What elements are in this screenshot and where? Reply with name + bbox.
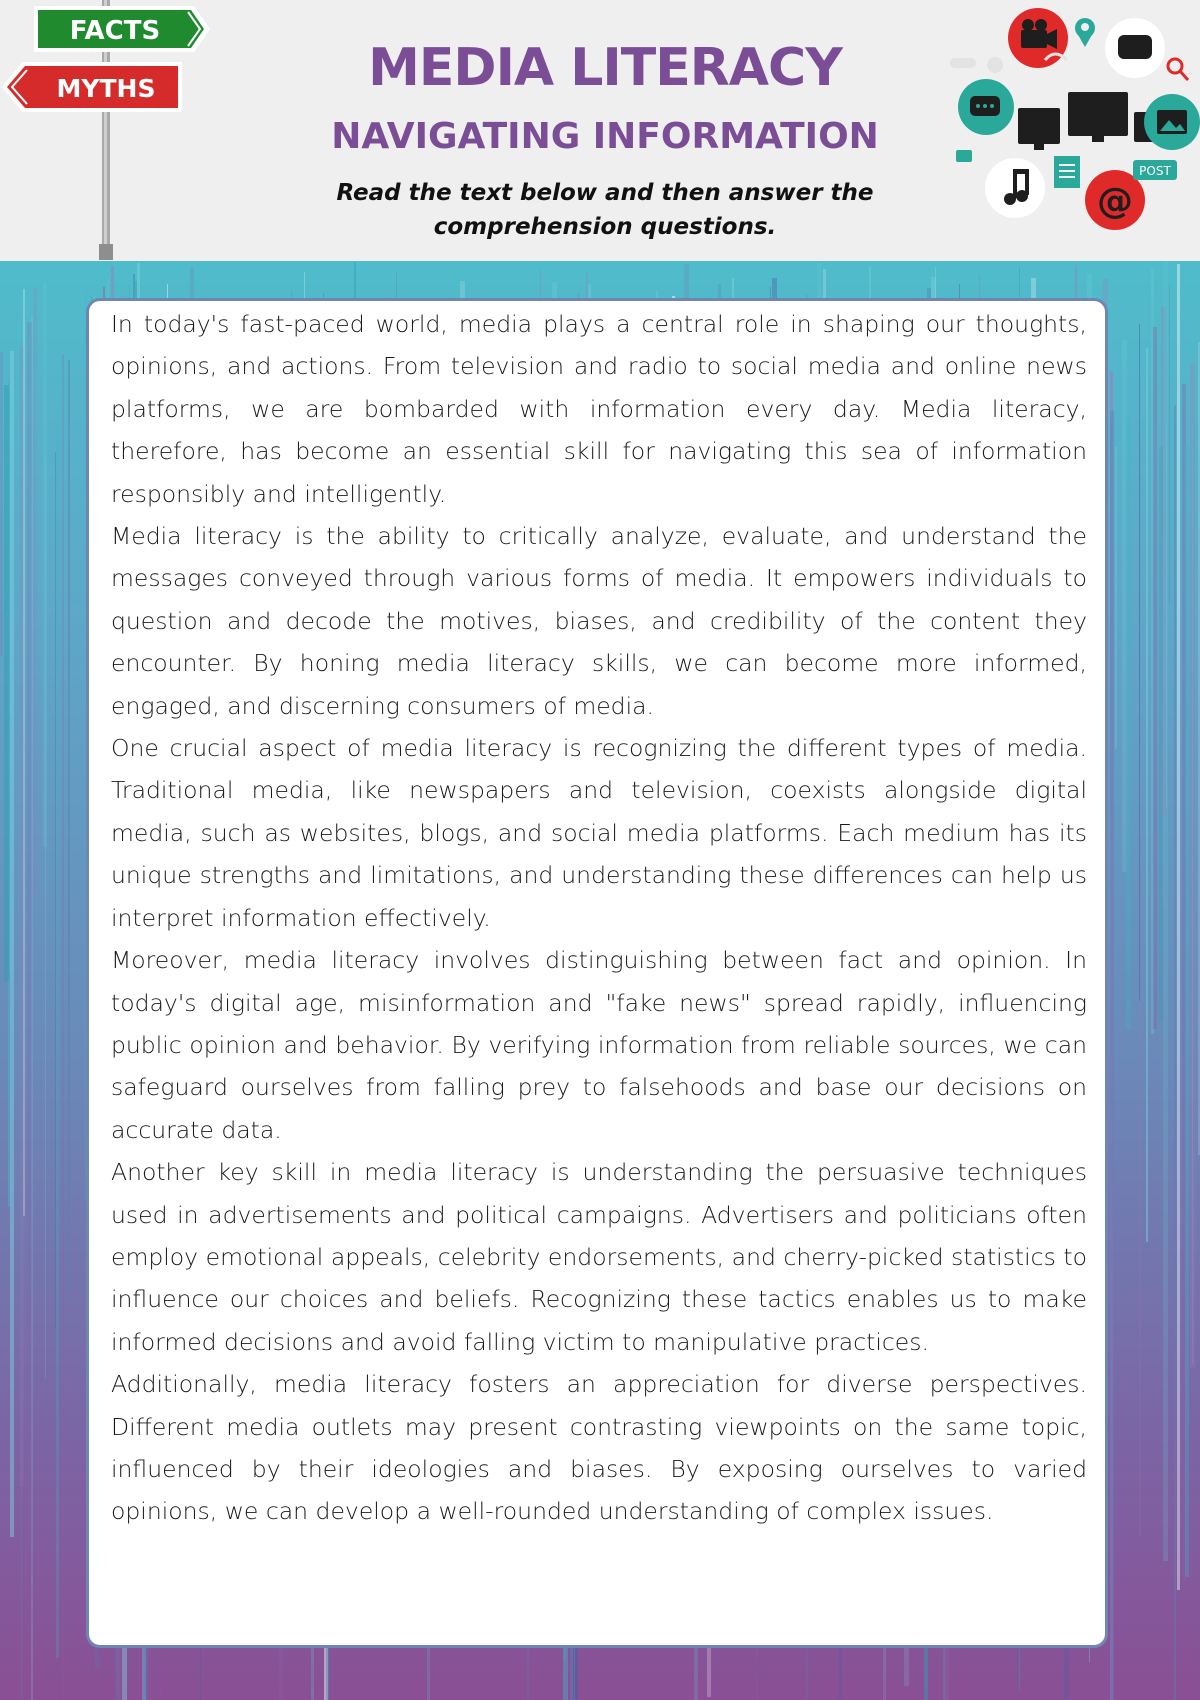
- video-camera-icon: [1008, 8, 1068, 68]
- sign-myths-label: MYTHS: [56, 74, 156, 103]
- location-pin-icon: [1075, 18, 1095, 47]
- signpost-icon: [0, 0, 220, 261]
- page-subtitle: NAVIGATING INFORMATION: [331, 116, 879, 157]
- background-streak: [0, 352, 3, 656]
- background-streak: [1126, 416, 1131, 1030]
- media-icons-cluster: [950, 0, 1200, 230]
- background-streak: [27, 322, 32, 1542]
- background-streak: [1162, 374, 1163, 896]
- background-streak: [62, 354, 64, 1700]
- background-streak: [1163, 261, 1168, 1561]
- background-streak: [1153, 327, 1157, 1029]
- background-streak: [4, 385, 9, 982]
- background-streak: [21, 319, 22, 1700]
- speech-bubble-icon: [958, 79, 1014, 135]
- reading-passage: [111, 303, 1087, 1533]
- post-badge-label: POST: [1139, 164, 1171, 178]
- background-streak: [23, 289, 25, 1216]
- music-note-icon: [985, 158, 1045, 218]
- svg-text:@: @: [1097, 181, 1133, 222]
- background-streak: [10, 351, 14, 1537]
- search-icon: [1168, 59, 1188, 80]
- chat-bubble-icon: [1105, 18, 1165, 78]
- background-streak: [56, 425, 59, 1658]
- paragraph: In today's fast-paced world, media plays a central role in shaping our thoughts, opinions, and actions. From television and radio to social media and online news platforms, we are bombarded with information every day. Media literacy, therefore, has become an essential skill for navigating this sea of information responsibly and intelligently.: [111, 310, 1087, 508]
- background-streak: [1169, 285, 1170, 603]
- document-icon: [1054, 156, 1080, 188]
- background-streak: [1174, 405, 1176, 1700]
- background-streak: [45, 457, 46, 1378]
- background-streak: [1139, 324, 1140, 1001]
- paragraph: Additionally, media literacy fosters an appreciation for diverse perspectives. Different media outlets may present contrasting viewpoints on the same topic, influenced by their ideologies and biases. By exposing ourselves to varied opinions, we can develop a well-rounded understanding of complex issues.: [111, 1370, 1087, 1526]
- background-streak: [1185, 444, 1189, 1577]
- background-streak: [68, 360, 70, 1299]
- background-streak: [1146, 348, 1148, 1242]
- background-streak: [1177, 264, 1180, 1590]
- desktop-computer-icon: [1018, 92, 1158, 150]
- reading-passage-card: [86, 298, 1108, 1648]
- background-streak: [1110, 411, 1114, 1700]
- background-streak: [55, 452, 56, 1328]
- background-streak: [1192, 423, 1193, 1364]
- image-icon: [1144, 94, 1200, 150]
- instructions-text: Read the text below and then answer the comprehension questions.: [336, 180, 874, 240]
- paragraph: Media literacy is the ability to critically analyze, evaluate, and understand the messages conveyed through various forms of media. It empowers individuals to question and decode the motives, biases, and credibility of the content they encounter. By honing media literacy skills, we can become more informed, engaged, and discerning consumers of media.: [111, 522, 1087, 720]
- paragraph: One crucial aspect of media literacy is recognizing the different types of media. Traditional media, like newspapers and television, coexists alongside digital media, such as websites, blogs, and social media platforms. Each medium has its unique strengths and limitations, and understanding these differences can help us interpret information effectively.: [111, 734, 1087, 932]
- paragraph: Another key skill in media literacy is understanding the persuasive techniques used in advertisements and political campaigns. Advertisers and politicians often employ emotional appeals, celebrity endorsements, and cherry-picked statistics to influence our choices and beliefs. Recognizing these tactics enables us to make informed decisions and avoid falling victim to manipulative practices.: [111, 1158, 1087, 1356]
- cart-icon: [956, 150, 972, 162]
- page-title: MEDIA LITERACY: [368, 38, 842, 98]
- background-streak: [1115, 447, 1117, 749]
- paragraph: Moreover, media literacy involves distinguishing between fact and opinion. In today's digital age, misinformation and "fake news" spread rapidly, influencing public opinion and behavior. By verifying information from reliable sources, we can safeguard ourselves from falling prey to falsehoods and base our decisions on accurate data.: [111, 946, 1087, 1144]
- post-badge: [1133, 160, 1177, 180]
- sign-facts-label: FACTS: [69, 16, 161, 46]
- background-streak: [33, 288, 37, 897]
